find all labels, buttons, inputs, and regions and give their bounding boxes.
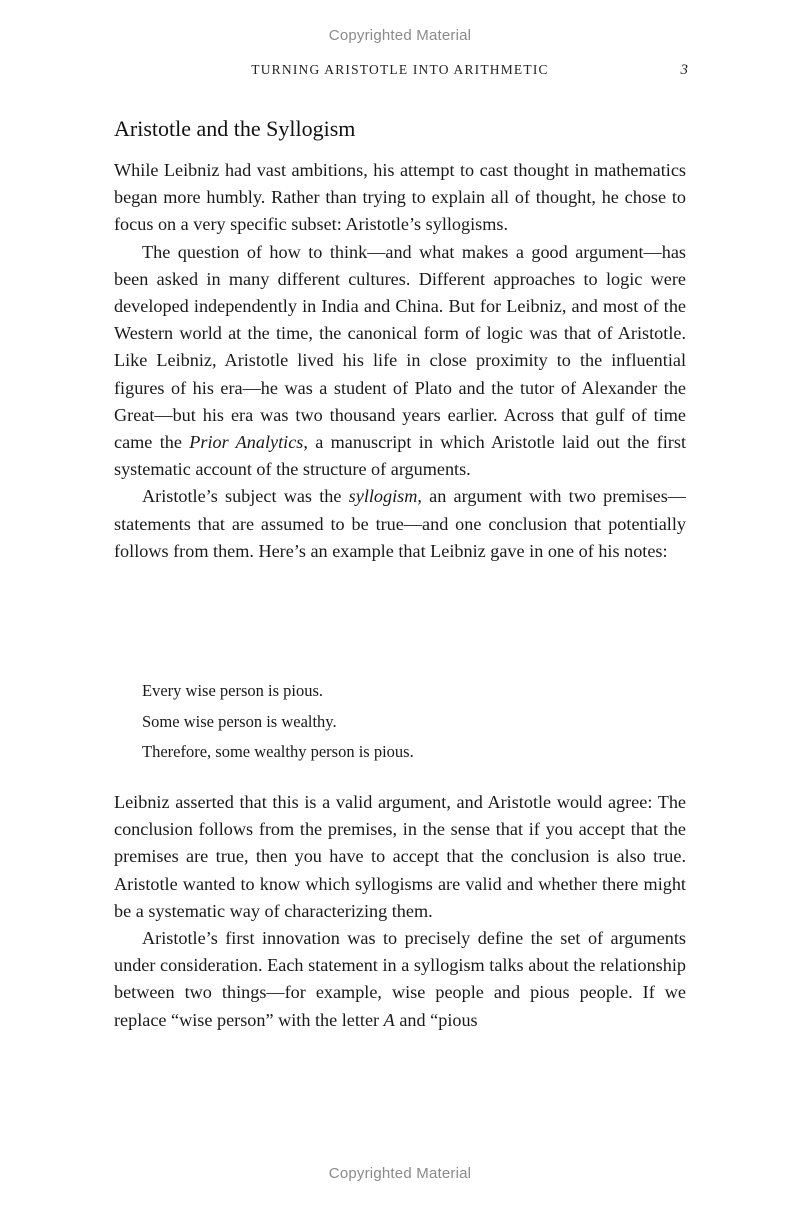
text-run: Leibniz asserted that this is a valid argument, and Aristotle would agree: The conclusion follows from the premises, in the sense that if you accept that the premises are true, then you have to accept that the conclusion is also true. Aristotle wanted to know which syllogisms are valid and whether there might be a systematic way of characterizing them.: [114, 792, 686, 921]
text-run: The question of how to think—and what makes a good argument—has been asked in many different cultures. Different approaches to logic were developed independently in India and China. But for Leibniz, and most of the Western world at the time, the canonical form of logic was that of Aristotle. Like Leibniz, Aristotle lived his life in close proximity to the influential figures of his era—he was a student of Plato and the tutor of Alexander the Great—but his era was two thousand years earlier. Across that gulf of time came the: [114, 241, 686, 453]
syllogism-premise-1: Every wise person is pious.: [142, 681, 324, 700]
italic-text: syllogism: [348, 486, 418, 507]
paragraph: [114, 483, 686, 565]
italic-text: A: [383, 1009, 395, 1030]
syllogism-premise-2: Some wise person is wealthy.: [142, 711, 337, 731]
section-heading: Aristotle and the Syllogism: [114, 116, 356, 141]
italic-text: Prior Analytics: [189, 432, 304, 453]
syllogism-example: [142, 676, 682, 768]
copyright-watermark-top: Copyrighted Material: [328, 27, 472, 44]
text-run: Aristotle’s subject was the: [142, 486, 349, 507]
paragraph: [114, 239, 686, 484]
page-number: 3: [680, 62, 688, 78]
text-run: , a manuscript in which Aristotle laid out the first systematic account of the structure of arguments.: [114, 432, 686, 480]
body-text-after: [114, 789, 686, 1034]
copyright-watermark-bottom: Copyrighted Material: [328, 1165, 472, 1182]
text-run: , an argument with two premises—statements that are assumed to be true—and one conclusion that potentially follows from them. Here’s an example that Leibniz gave in one of his notes:: [114, 486, 686, 561]
paragraph: [114, 925, 686, 1034]
text-run: and “pious: [394, 1009, 478, 1030]
paragraph: [114, 789, 686, 925]
text-run: While Leibniz had vast ambitions, his attempt to cast thought in mathematics began more humbly. Rather than trying to explain all of thought, he chose to focus on a very specific subset: Aristotle’s syllogisms.: [114, 160, 686, 235]
body-text-before: [114, 157, 686, 565]
running-head-title: TURNING ARISTOTLE INTO ARITHMETIC: [251, 62, 549, 77]
syllogism-conclusion: Therefore, some wealthy person is pious.: [142, 742, 414, 761]
paragraph: [114, 157, 686, 239]
text-run: Aristotle’s first innovation was to precisely define the set of arguments under consideration. Each statement in a syllogism talks about the relationship between two things—for example, wise people and pious people. If we replace “wise person” with the letter: [114, 928, 686, 1030]
running-head: [0, 62, 800, 82]
